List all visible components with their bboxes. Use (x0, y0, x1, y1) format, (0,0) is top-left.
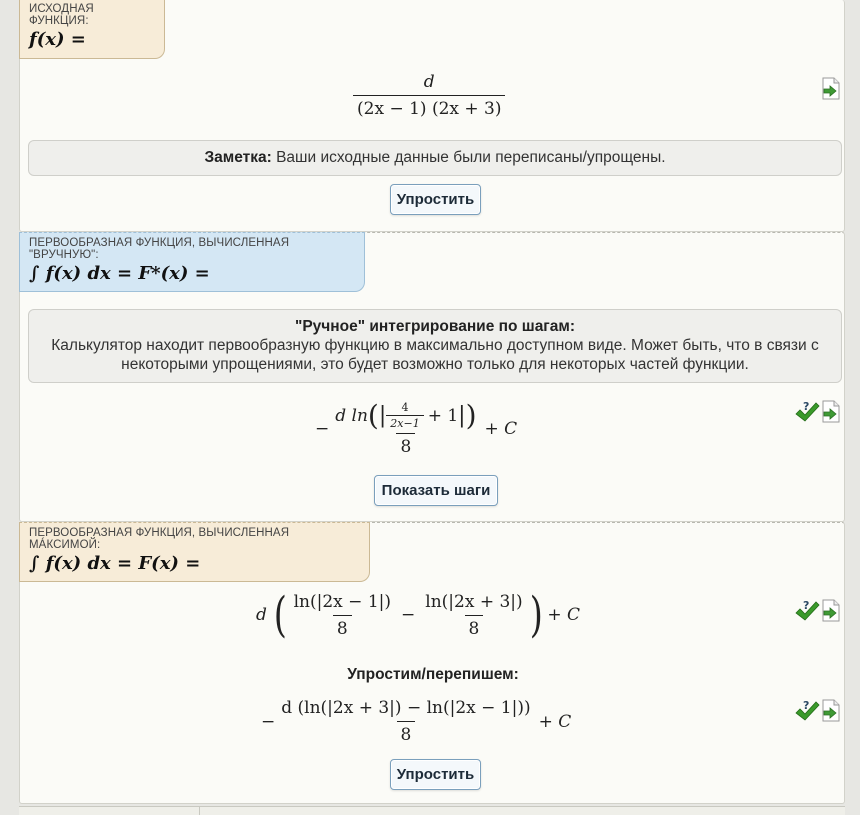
maxima-frac1-den: 8 (333, 615, 352, 639)
svg-text:?: ? (803, 699, 810, 712)
manual-info-box (28, 309, 842, 383)
note-text: Ваши исходные данные были переписаны/упрощены. (276, 149, 666, 166)
maxima-frac2-num: ln(|2x + 3|) (425, 591, 523, 612)
input-note (28, 140, 842, 176)
input-label-tab (19, 0, 165, 59)
maxima-simplify-heading: Упростим/перепишем: (347, 666, 519, 683)
maxima-caption: ПЕРВООБРАЗНАЯ ФУНКЦИЯ, ВЫЧИСЛЕННАЯ MÁКСИМОЙ: (29, 527, 290, 551)
maxima-result: d ( $\frac{\ln(|2x - 1|)}{8}$ − $\frac{\ln(|2x + 3|)}{8}$ ) + C (256, 587, 581, 643)
input-denominator: (2x − 1) (2x + 3) (353, 95, 505, 119)
manual-num-prefix: d ln (335, 405, 368, 426)
manual-result: − d ln ( | $\frac{4}{2x-1}$ + 1 | ) 8 + C (315, 398, 518, 457)
maxima-constant: + C (547, 605, 581, 625)
maxima-frac1-num: ln(|2x − 1|) (293, 591, 392, 612)
maxima-simplified (261, 698, 571, 745)
manual-formula: ∫ f(x) dx = F*(x) = (29, 263, 210, 284)
maxima-prefix: d (256, 605, 267, 625)
manual-inner-suffix: + 1 (427, 405, 459, 426)
manual-inner-num: 4 (401, 401, 409, 414)
simplified-denominator: 8 (397, 721, 416, 745)
input-panel (19, 0, 845, 232)
simplified-constant: + C (538, 711, 572, 732)
manual-info-title: "Ручное" интегрирование по шагам: (294, 318, 576, 335)
note-label: Заметка: (204, 149, 272, 166)
manual-inner-den: 2x−1 (386, 415, 423, 430)
input-caption: ИСХОДНАЯ ФУНКЦИЯ: (29, 3, 94, 27)
check-help-icon[interactable] (794, 400, 820, 424)
manual-info-text: Калькулятор находит первообразную функцию в максимально доступном виде. Может быть, что в связи с некоторыми упрощениями, это будет возможно только для некоторых частей функции. (51, 337, 819, 373)
export-icon[interactable] (821, 400, 841, 423)
simplified-numerator: d (ln(|2x + 3|) − ln(|2x − 1|)) (281, 698, 531, 718)
export-icon[interactable] (821, 599, 841, 622)
maxima-minus: − (401, 605, 416, 625)
svg-text:?: ? (803, 599, 810, 612)
maxima-formula: ∫ f(x) dx = F(x) = (29, 553, 201, 574)
maxima-panel (19, 522, 845, 804)
maxima-frac2-den: 8 (465, 615, 484, 639)
export-icon[interactable] (821, 77, 841, 100)
check-help-icon[interactable] (794, 599, 820, 623)
manual-label-tab (19, 232, 365, 292)
export-icon[interactable] (821, 699, 841, 722)
manual-panel (19, 232, 845, 522)
manual-denominator: 8 (396, 433, 415, 457)
manual-caption: ПЕРВООБРАЗНАЯ ФУНКЦИЯ, ВЫЧИСЛЕННАЯ "ВРУЧНУЮ": (29, 237, 290, 261)
svg-text:?: ? (803, 400, 810, 413)
simplify-button-maxima[interactable]: Упростить (390, 759, 481, 790)
manual-minus: − (315, 419, 330, 439)
check-help-icon[interactable] (794, 699, 820, 723)
bottom-strip (19, 806, 845, 815)
show-steps-button[interactable]: Показать шаги (374, 475, 498, 506)
input-numerator: d (423, 72, 435, 92)
simplified-minus: − (261, 711, 276, 732)
manual-constant: + C (484, 419, 518, 439)
simplify-button-input[interactable]: Упростить (390, 184, 481, 215)
input-formula: f(x) = (29, 29, 86, 50)
maxima-label-tab (19, 522, 370, 582)
input-expression (353, 72, 505, 119)
